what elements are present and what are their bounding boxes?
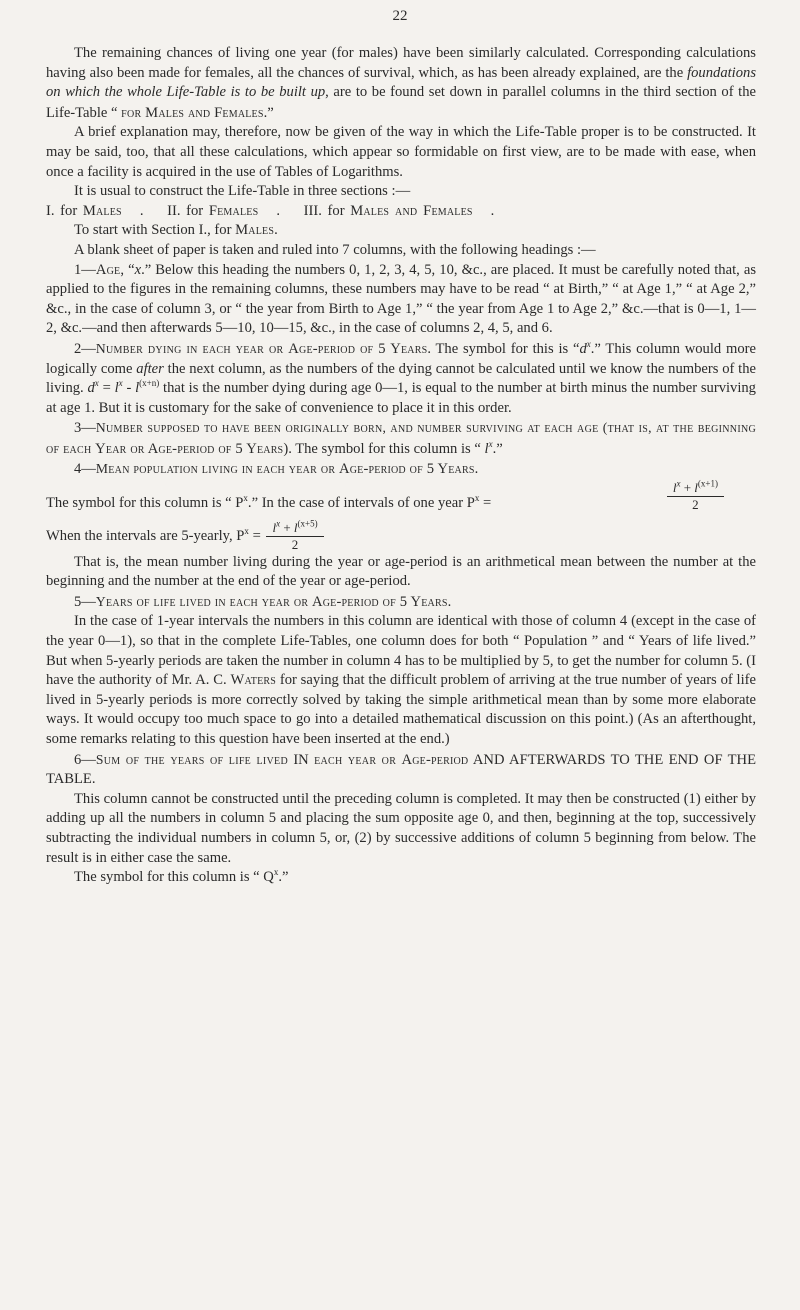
sections-list [46,202,756,222]
paragraph-survival-chances: The remaining chances of living one year (for males) have been similarly calculated. Corresponding calculations having also been made for females, all the chances of survival, which, as has been already explained, are the foundations on which the whole Life-Table is to be built up, are to be found set down in parallel columns in the third section of the Life-Table “ for Males and Females.” [46,45,756,121]
section-females: II. for Females . [167,202,280,219]
paragraph-symbol-q: The symbol for this column is “ $Q^x$.” [74,867,289,886]
formula-five-year: When the intervals are 5-yearly, $P^x$ = $\frac{l^x + l^{(x+5)}}{2}$ [46,520,756,553]
formula-one-year: The symbol for this column is “ $P^x$.” In the case of intervals of one year $P^x$ = $\frac{l^x + l^{(x+1)}}{2}$ [46,494,756,514]
paragraph-blank-sheet: A blank sheet of paper is taken and ruled into 7 columns, with the following headings :— [74,241,596,258]
heading-6-sum-years: 6—Sum of the years of life lived IN each year or Age-period AND AFTERWARDS TO THE END OF THE TABLE. [46,751,757,788]
paragraph-one-year-intervals: In the case of 1-year intervals the numbers in this column are identical with those of column 4 (except in the case of the year 0—1), so that in the complete Life-Tables, one column does for both “ Population ” and “ Years of life lived.” But when 5-yearly periods are taken the number in column 4 has to be multiplied by 5, to get the number for column 5. (I have the authority of Mr. A. C. Waters for saying that the difficult problem of arriving at the true number of years of life lived in 5-yearly periods is more correctly solved by taking the simple arithmetical mean than by some more elaborate ways. It would occupy too much space to go into a detailed mathematical discussion on this point.) (As an afterthought, some remarks relating to this question have been inserted at the end.) [46,613,756,747]
paragraph-start-section: To start with Section I., for Males. [74,222,278,239]
paragraph-explanation: A brief explanation may, therefore, now be given of the way in which the Life-Table proper is to be constructed. It may be said, too, that all these calculations, which appear so formidable on first view, are to be made with ease, when once a facility is acquired in the use of Tables of Logarithms. [46,124,756,180]
page-body [46,44,756,888]
heading-5-years-lived: 5—Years of life lived in each year or Age-period of 5 Years. [74,593,452,610]
paragraph-mean-number: That is, the mean number living during the year or age-period is an arithmetical mean between the number at the beginning and the number at the end of the year or age-period. [46,553,756,590]
paragraph-three-sections: It is usual to construct the Life-Table in three sections :— [74,183,411,200]
section-males: I. for Males . [46,202,144,219]
heading-2-dying: 2—Number dying in each year or Age-period of 5 Years. The symbol for this is “$d^x$.” This column would more logically come after the next column, as the numbers of the dying cannot be calculated until we know the numbers of the living. $d^x = l^x - l^{(x+n)}$ that is the number dying during age 0—1, is equal to the number at birth minus the number surviving at age 1. But it is customary for the sake of convenience to place it in this order. [46,339,757,416]
heading-1-age: 1—Age, “x.” Below this heading the numbers 0, 1, 2, 3, 4, 5, 10, &c., are placed. It must be carefully noted that, as applied to the figures in the remaining columns, these numbers may have to be read “ at Birth,” “ at Age 1,” “ at Age 2,” &c., in the case of column 3, or “ the year from Birth to Age 1,” “ the year from Age 1 to Age 2,” &c.—that is 0—1, 1—2, &c.—and then afterwards 5—10, 10—15, &c., in the case of columns 2, 4, 5, and 6. [46,261,757,337]
section-both: III. for Males and Females . [303,202,495,219]
fraction-one-year: $\frac{l^x + l^{(x+1)}}{2}$ [667,480,724,513]
fraction-five-year: $\frac{l^x + l^{(x+5)}}{2}$ [266,520,323,553]
paragraph-construction: This column cannot be constructed until the preceding column is completed. It may then be constructed (1) either by adding up all the numbers in column 5 and placing the sum opposite age 0, and then, beginning at the top, successively subtracting the individual numbers in column 5, or, (2) by successive additions of column 5 beginning from below. The result is in either case the same. [46,790,756,866]
heading-4-mean-population: 4—Mean population living in each year or Age-period of 5 Years. [74,461,479,478]
heading-3-born-surviving: 3—Number supposed to have been originally born, and number surviving at each age (that is, at the beginning of each Year or Age-period of 5 Years). The symbol for this column is “ $l^x$.” [46,420,756,457]
page-number: 22 [392,8,408,24]
